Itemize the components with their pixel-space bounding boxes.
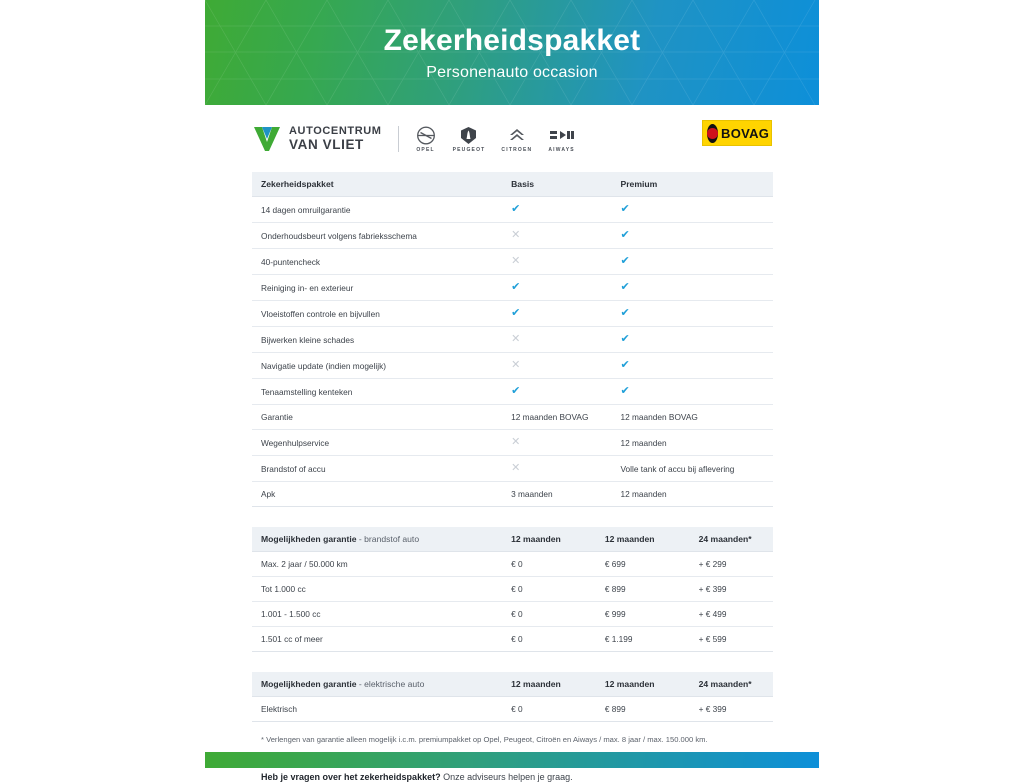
- dealer-name-line1: AUTOCENTRUM: [289, 125, 382, 138]
- table-row: [252, 405, 773, 430]
- page-title: Zekerheidspakket: [383, 23, 641, 57]
- row-label: 1.501 cc of meer: [252, 627, 502, 652]
- divider: [398, 126, 399, 152]
- row-basis: [502, 456, 611, 482]
- cross-icon: ✕: [511, 359, 521, 371]
- header-fuel-main: Mogelijkheden garantie: [261, 534, 357, 544]
- table-header-row: [252, 672, 773, 697]
- row-basis: [502, 353, 611, 379]
- cross-icon: ✕: [511, 255, 521, 267]
- contact-question: [252, 772, 773, 782]
- opel-logo-icon: [415, 126, 437, 145]
- row-basis: [502, 379, 611, 405]
- row-basis: [502, 327, 611, 353]
- row-premium: [611, 275, 773, 301]
- check-icon: ✔: [620, 385, 630, 397]
- content-sheet: [252, 172, 773, 782]
- cross-icon: ✕: [511, 229, 521, 241]
- row-price-3: + € 299: [690, 552, 773, 577]
- table-spacer: [252, 507, 773, 527]
- row-feature: Garantie: [252, 405, 502, 430]
- header-fuel-col2: 12 maanden: [596, 527, 690, 552]
- dealer-logo: [252, 125, 382, 153]
- table-row: [252, 197, 773, 223]
- check-icon: ✔: [511, 307, 521, 319]
- row-price-1: € 0: [502, 552, 596, 577]
- cross-icon: ✕: [511, 462, 521, 474]
- cross-icon: ✕: [511, 436, 521, 448]
- header-fuel-col1: 12 maanden: [502, 527, 596, 552]
- row-premium: 12 maanden BOVAG: [611, 405, 773, 430]
- brand-opel-label: OPEL: [416, 146, 435, 153]
- table-row: [252, 482, 773, 507]
- header-electric-col2: 12 maanden: [596, 672, 690, 697]
- table-row: [252, 552, 773, 577]
- row-price-3: + € 399: [690, 697, 773, 722]
- row-basis: [502, 249, 611, 275]
- brand-opel: [415, 126, 437, 153]
- row-price-2: € 699: [596, 552, 690, 577]
- row-price-1: € 0: [502, 697, 596, 722]
- bovag-badge: [702, 120, 772, 146]
- brand-bar: [252, 118, 772, 160]
- table-row: [252, 456, 773, 482]
- row-price-2: € 999: [596, 602, 690, 627]
- row-feature: Bijwerken kleine schades: [252, 327, 502, 353]
- brand-aiways-label: AIWAYS: [548, 146, 575, 153]
- row-label: 1.001 - 1.500 cc: [252, 602, 502, 627]
- table-row: [252, 577, 773, 602]
- brand-logos: [415, 126, 575, 153]
- check-icon: ✔: [620, 333, 630, 345]
- dealer-name-line2: VAN VLIET: [289, 136, 364, 152]
- header-electric-col1: 12 maanden: [502, 672, 596, 697]
- row-basis: 3 maanden: [502, 482, 611, 507]
- cross-icon: ✕: [511, 333, 521, 345]
- table-row: [252, 379, 773, 405]
- row-premium: [611, 223, 773, 249]
- table-row: [252, 249, 773, 275]
- row-feature: Tenaamstelling kenteken: [252, 379, 502, 405]
- row-premium: 12 maanden: [611, 430, 773, 456]
- header-electric-sub: - elektrische auto: [356, 679, 425, 689]
- row-basis: [502, 197, 611, 223]
- row-basis: [502, 430, 611, 456]
- row-price-2: € 1.199: [596, 627, 690, 652]
- aiways-logo-icon: [549, 126, 575, 145]
- brand-peugeot: [453, 126, 486, 153]
- row-feature: Onderhoudsbeurt volgens fabrieksschema: [252, 223, 502, 249]
- row-label: Max. 2 jaar / 50.000 km: [252, 552, 502, 577]
- contact-question-rest: Onze adviseurs helpen je graag.: [440, 771, 573, 782]
- check-icon: ✔: [511, 385, 521, 397]
- table-row: [252, 602, 773, 627]
- row-premium: [611, 197, 773, 223]
- check-icon: ✔: [620, 229, 630, 241]
- row-price-3: + € 599: [690, 627, 773, 652]
- row-price-2: € 899: [596, 577, 690, 602]
- fuel-warranty-table: [252, 527, 773, 652]
- bovag-mark-icon: [707, 124, 718, 143]
- table-row: [252, 627, 773, 652]
- brand-aiways: [548, 126, 574, 153]
- row-price-3: + € 399: [690, 577, 773, 602]
- electric-warranty-table: [252, 672, 773, 722]
- row-basis: [502, 275, 611, 301]
- footnote: * Verlengen van garantie alleen mogelijk i.c.m. premiumpakket op Opel, Peugeot, Citroën en Aiways / max. 8 jaar / max. 150.000 km.: [261, 735, 708, 744]
- table-row: [252, 223, 773, 249]
- row-premium: [611, 353, 773, 379]
- row-basis: 12 maanden BOVAG: [502, 405, 611, 430]
- row-feature: Navigatie update (indien mogelijk): [252, 353, 502, 379]
- row-basis: [502, 301, 611, 327]
- row-price-3: + € 499: [690, 602, 773, 627]
- page-subtitle: Personenauto occasion: [426, 63, 598, 81]
- van-vliet-logo-icon: [252, 125, 282, 153]
- header-electric-title: [252, 672, 502, 697]
- row-price-1: € 0: [502, 627, 596, 652]
- check-icon: ✔: [620, 359, 630, 371]
- header-banner: [205, 0, 819, 105]
- table-row: [252, 353, 773, 379]
- header-basis: Basis: [502, 172, 611, 197]
- row-price-2: € 899: [596, 697, 690, 722]
- header-fuel-col3: 24 maanden*: [690, 527, 773, 552]
- header-fuel-sub: - brandstof auto: [356, 534, 420, 544]
- row-feature: Brandstof of accu: [252, 456, 502, 482]
- package-comparison-table: [252, 172, 773, 507]
- row-premium: [611, 249, 773, 275]
- table-row: [252, 275, 773, 301]
- table-header-row: [252, 172, 773, 197]
- table-row: [252, 327, 773, 353]
- table-header-row: [252, 527, 773, 552]
- row-feature: Wegenhulpservice: [252, 430, 502, 456]
- table-row: [252, 697, 773, 722]
- row-premium: 12 maanden: [611, 482, 773, 507]
- check-icon: ✔: [620, 203, 630, 215]
- header-electric-col3: 24 maanden*: [690, 672, 773, 697]
- row-premium: [611, 327, 773, 353]
- row-price-1: € 0: [502, 577, 596, 602]
- row-premium: [611, 301, 773, 327]
- row-feature: Reiniging in- en exterieur: [252, 275, 502, 301]
- contact-question-bold: Heb je vragen over het zekerheidspakket?: [261, 771, 441, 782]
- header-premium: Premium: [611, 172, 773, 197]
- footer-bar: [205, 752, 819, 768]
- check-icon: ✔: [620, 281, 630, 293]
- header-feature: Zekerheidspakket: [252, 172, 502, 197]
- row-feature: Apk: [252, 482, 502, 507]
- row-basis: [502, 223, 611, 249]
- check-icon: ✔: [511, 281, 521, 293]
- peugeot-logo-icon: [460, 126, 477, 145]
- brand-peugeot-label: PEUGEOT: [452, 146, 486, 153]
- check-icon: ✔: [511, 203, 521, 215]
- check-icon: ✔: [620, 255, 630, 267]
- citroen-logo-icon: [507, 126, 527, 145]
- row-feature: 14 dagen omruilgarantie: [252, 197, 502, 223]
- row-feature: 40-puntencheck: [252, 249, 502, 275]
- row-feature: Vloeistoffen controle en bijvullen: [252, 301, 502, 327]
- bovag-label: BOVAG: [721, 125, 770, 141]
- row-premium: Volle tank of accu bij aflevering: [611, 456, 773, 482]
- row-price-1: € 0: [502, 602, 596, 627]
- brand-citroen-label: CITROEN: [501, 146, 533, 153]
- row-label: Tot 1.000 cc: [252, 577, 502, 602]
- row-premium: [611, 379, 773, 405]
- header-fuel-title: [252, 527, 502, 552]
- check-icon: ✔: [620, 307, 630, 319]
- brand-citroen: [501, 126, 532, 153]
- table-row: [252, 301, 773, 327]
- header-electric-main: Mogelijkheden garantie: [261, 679, 357, 689]
- table-spacer: [252, 652, 773, 672]
- table-row: [252, 430, 773, 456]
- row-label: Elektrisch: [252, 697, 502, 722]
